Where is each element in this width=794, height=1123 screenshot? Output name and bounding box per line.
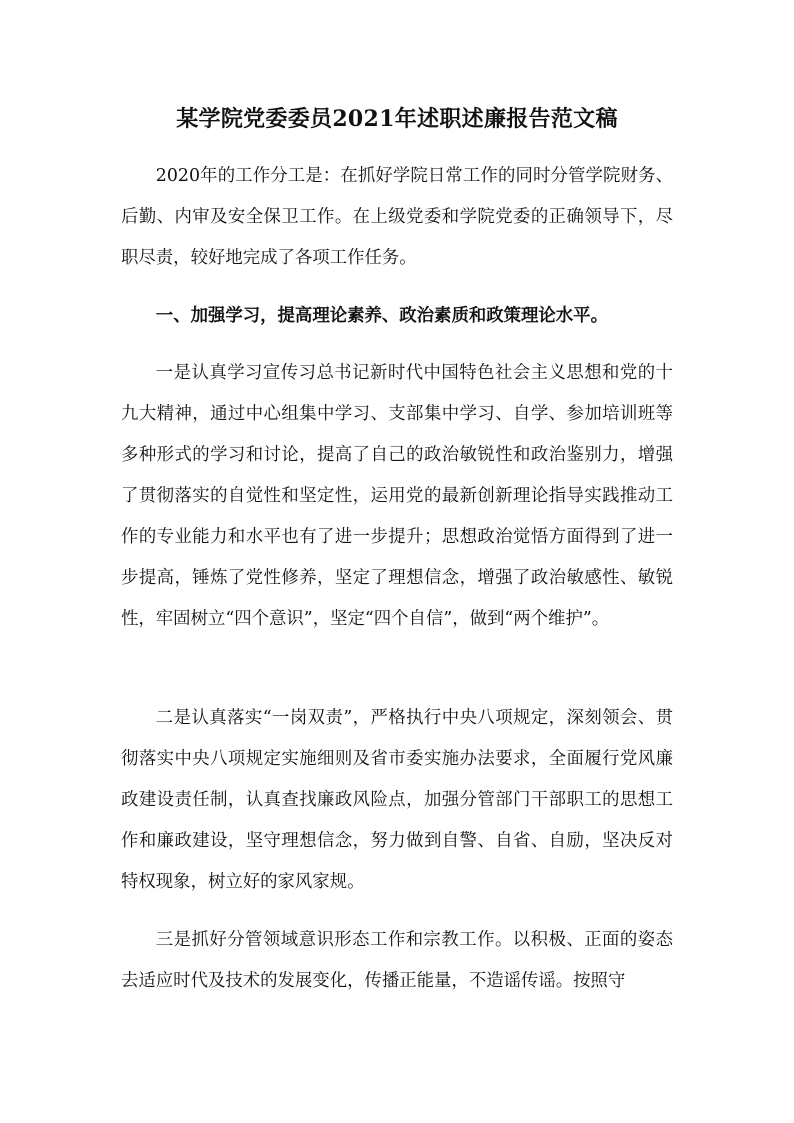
item-two-paragraph: 二是认真落实“一岗双责”，严格执行中央八项规定，深刻领会、贯彻落实中央八项规定实施细则及省市委实施办法要求，全面履行党风廉政建设责任制，认真查找廉政风险点，加强分管部门干部职工的思想工作和廉政建设，坚守理想信念，努力做到自警、自省、自励，坚决反对特权现象，树立好的家风家规。 — [121, 708, 673, 892]
item-three-paragraph: 三是抓好分管领域意识形态工作和宗教工作。以积极、正面的姿态去适应时代及技术的发展变化，传播正能量，不造谣传谣。按照守 — [121, 930, 673, 991]
intro-paragraph: 2020年的工作分工是：在抓好学院日常工作的同时分管学院财务、后勤、内审及安全保卫工作。在上级党委和学院党委的正确领导下，尽职尽责，较好地完成了各项工作任务。 — [121, 166, 673, 268]
item-one-paragraph: 一是认真学习宣传习总书记新时代中国特色社会主义思想和党的十九大精神，通过中心组集中学习、支部集中学习、自学、参加培训班等多种形式的学习和讨论，提高了自己的政治敏锐性和政治鉴别力，增强了贯彻落实的自觉性和坚定性，运用党的最新创新理论指导实践推动工作的专业能力和水平也有了进一步提升；思想政治觉悟方面得到了进一步提高，锤炼了党性修养，坚定了理想信念，增强了政治敏感性、敏锐性，牢固树立“四个意识”，坚定“四个自信”，做到“两个维护”。 — [121, 363, 673, 629]
section-heading: 一、加强学习，提高理论素养、政治素质和政策理论水平。 — [155, 306, 608, 326]
document-title: 某学院党委委员2021年述职述廉报告范文稿 — [176, 106, 618, 132]
